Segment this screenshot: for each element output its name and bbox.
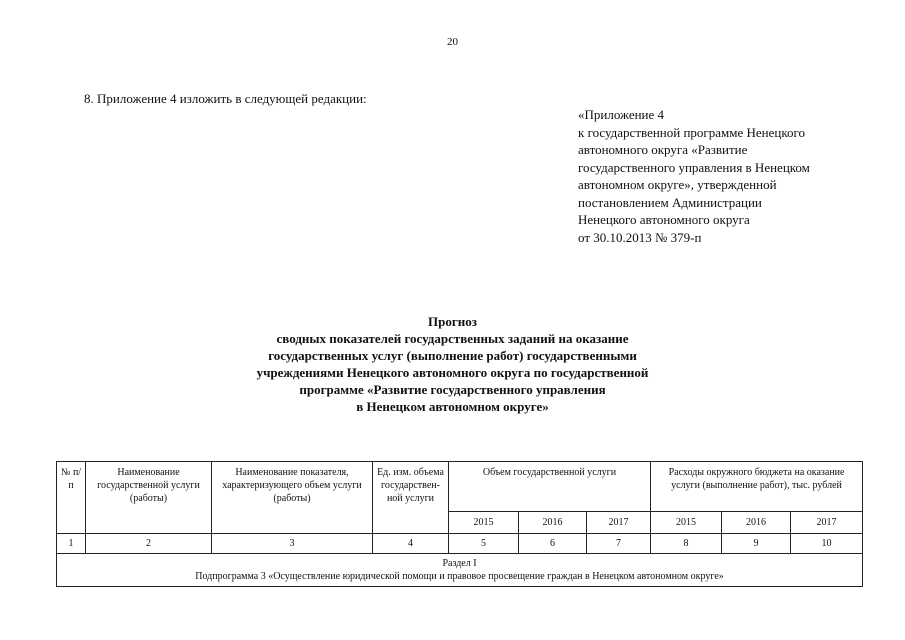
volume-year: 2016 <box>519 512 587 534</box>
header-expenses: Расходы окружного бюджета на оказание услуги (выполнение работ), тыс. рублей <box>651 462 863 512</box>
amendment-point: 8. Приложение 4 изложить в следующей редакции: <box>84 91 367 106</box>
header-indicator: Наименование показателя, характеризующего объем услуги (работы) <box>212 462 373 534</box>
title-line: сводных показателей государственных заданий на оказание <box>276 331 629 346</box>
column-number: 9 <box>722 534 791 554</box>
document-title <box>0 313 905 415</box>
appendix-header <box>578 106 878 246</box>
column-number: 6 <box>519 534 587 554</box>
header-service: Наименование государственной услуги (работы) <box>86 462 212 534</box>
title-line: в Ненецком автономном округе» <box>356 399 549 414</box>
column-number: 8 <box>651 534 722 554</box>
table-header-row <box>57 462 863 512</box>
column-number: 2 <box>86 534 212 554</box>
title-line: государственных услуг (выполнение работ) государственными <box>268 348 637 363</box>
expense-year: 2016 <box>722 512 791 534</box>
column-number: 4 <box>373 534 449 554</box>
title-line: программе «Развитие государственного управления <box>299 382 606 397</box>
expense-year: 2015 <box>651 512 722 534</box>
forecast-table <box>56 461 863 587</box>
volume-year: 2015 <box>449 512 519 534</box>
title-line: Прогноз <box>428 314 477 329</box>
appendix-line: от 30.10.2013 № 379-п <box>578 229 702 245</box>
appendix-line: «Приложение 4 <box>578 107 665 122</box>
table-section-row <box>57 554 863 587</box>
section-cell <box>57 554 863 587</box>
column-number: 3 <box>212 534 373 554</box>
section-subtitle: Подпрограмма 3 «Осуществление юридической помощи и правовое просвещение граждан в Ненецком автономном округе» <box>195 571 724 582</box>
header-unit: Ед. изм. объема государствен-ной услуги <box>373 462 449 534</box>
appendix-line: автономном округе», утвержденной <box>578 177 777 192</box>
column-number: 10 <box>791 534 863 554</box>
volume-year: 2017 <box>587 512 651 534</box>
appendix-line: Ненецкого автономного округа <box>578 212 750 227</box>
appendix-line: постановлением Администрации <box>578 194 762 210</box>
section-title: Раздел I <box>442 558 477 569</box>
header-num: № п/п <box>57 462 86 534</box>
header-volume: Объем государственной услуги <box>449 462 651 512</box>
appendix-line: к государственной программе Ненецкого <box>578 124 806 140</box>
column-number: 5 <box>449 534 519 554</box>
appendix-line: автономного округа «Развитие <box>578 142 748 157</box>
expense-year: 2017 <box>791 512 863 534</box>
table-column-numbers-row <box>57 534 863 554</box>
column-number: 1 <box>57 534 86 554</box>
page-number: 20 <box>447 36 458 48</box>
column-number: 7 <box>587 534 651 554</box>
title-line: учреждениями Ненецкого автономного округа по государственной <box>256 365 649 380</box>
appendix-line: государственного управления в Ненецком <box>578 159 810 175</box>
